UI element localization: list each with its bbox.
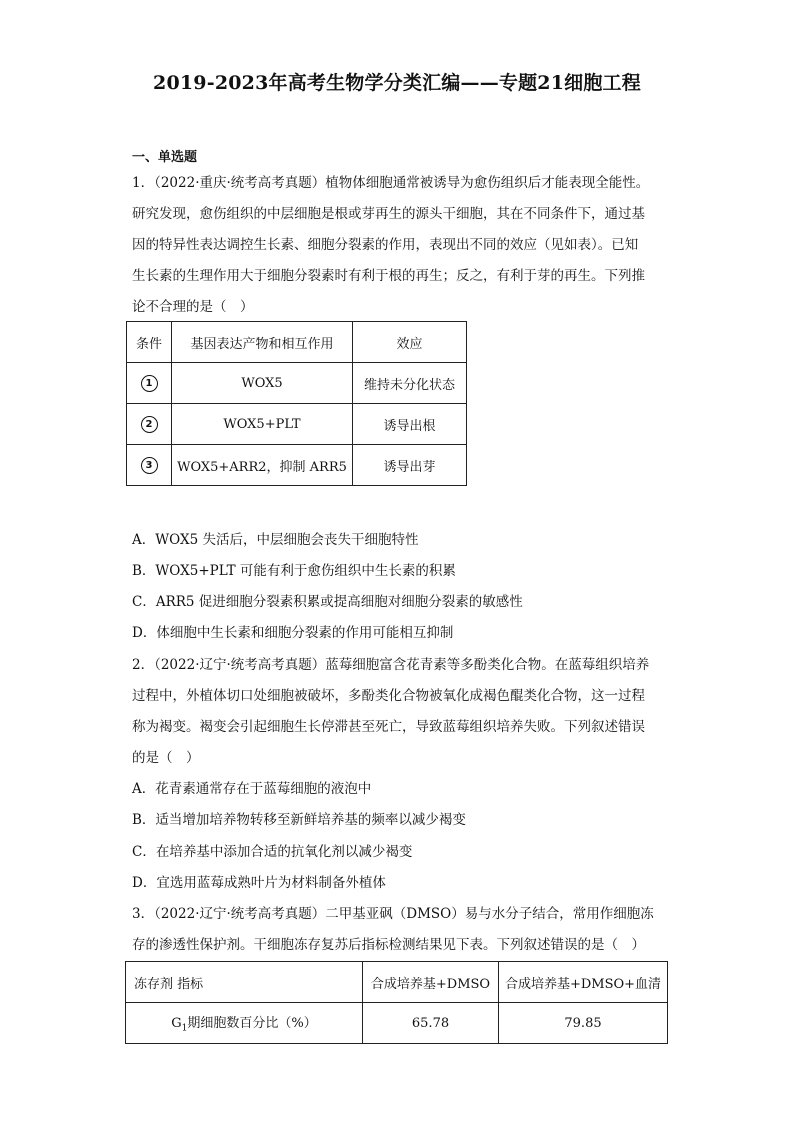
q1-line: 因的特异性表达调控生长素、细胞分裂素的作用，表现出不同的效应（见如表）。已知 [132,237,639,253]
table-header-row [126,962,668,1003]
table-row [126,1003,668,1044]
q1-line: 生长素的生理作用大于细胞分裂素时有利于根的再生；反之，有利于芽的再生。下列推 [132,268,645,284]
q1-option-c: C．ARR5 促进细胞分裂素积累或提高细胞对细胞分裂素的敏感性 [132,594,523,610]
table-header-cell: 冻存剂 指标 [126,962,363,1003]
table-header-cell: 合成培养基+DMSO [363,962,499,1003]
table-cell: WOX5+PLT [172,404,353,445]
q1-option-a: A．WOX5 失活后，中层细胞会丧失干细胞特性 [132,532,419,548]
table-header-cell: 合成培养基+DMSO+血清 [499,962,668,1003]
circled-number: 3 [141,457,158,474]
table-row [127,404,467,445]
table-header-cell: 条件 [127,322,172,363]
table-cell: 诱导出芽 [353,445,467,486]
q3-line: 存的渗透性保护剂。干细胞冻存复苏后指标检测结果见下表。下列叙述错误的是（ ） [132,937,645,953]
q2-line: 的是（ ） [132,750,200,766]
table-header-row [127,322,467,363]
q2-option-c: C．在培养基中添加合适的抗氧化剂以减少褐变 [132,844,413,860]
table-cell: 65.78 [363,1003,499,1044]
q2-option-d: D．宜选用蓝莓成熟叶片为材料制备外植体 [132,875,386,891]
q3-table [125,961,668,1044]
table-row [127,363,467,404]
table-cell: WOX5 [172,363,353,404]
q1-line: 研究发现，愈伤组织的中层细胞是根或芽再生的源头干细胞，其在不同条件下，通过基 [132,206,645,222]
q2-line: 2．（2022·辽宁·统考高考真题）蓝莓细胞富含花青素等多酚类化合物。在蓝莓组织培养 [132,657,650,673]
q1-option-b: B．WOX5+PLT 可能有利于愈伤组织中生长素的积累 [132,563,456,579]
circled-number: 2 [141,416,158,433]
table-cell: 79.85 [499,1003,668,1044]
q1-line: 1．（2022·重庆·统考高考真题）植物体细胞通常被诱导为愈伤组织后才能表现全能性。 [132,175,650,191]
q2-line: 过程中，外植体切口处细胞被破坏，多酚类化合物被氧化成褐色醌类化合物，这一过程 [132,688,645,704]
table-cell [127,363,172,404]
table-row [127,445,467,486]
row-label-main: G [171,1016,182,1032]
table-cell: 诱导出根 [353,404,467,445]
row-label-subscript: 1 [181,1023,188,1034]
section-heading: 一、单选题 [132,150,198,165]
q2-option-a: A．花青素通常存在于蓝莓细胞的液泡中 [132,781,372,797]
q1-option-d: D．体细胞中生长素和细胞分裂素的作用可能相互抑制 [132,625,454,641]
table-cell [127,404,172,445]
table-header-cell: 效应 [353,322,467,363]
circled-number: 1 [141,375,158,392]
table-cell: WOX5+ARR2，抑制 ARR5 [172,445,353,486]
table-cell [127,445,172,486]
q3-line: 3．（2022·辽宁·统考高考真题）二甲基亚砜（DMSO）易与水分子结合，常用作细胞冻 [132,906,654,922]
table-cell [126,1003,363,1044]
q2-line: 称为褐变。褐变会引起细胞生长停滞甚至死亡，导致蓝莓组织培养失败。下列叙述错误 [132,719,645,735]
table-cell: 维持未分化状态 [353,363,467,404]
q2-option-b: B．适当增加培养物转移至新鲜培养基的频率以减少褐变 [132,812,466,828]
row-label-rest: 期细胞数百分比（%） [187,1016,317,1032]
q1-line: 论不合理的是（ ） [132,299,254,315]
q1-table [126,321,467,486]
page-title: 2019-2023年高考生物学分类汇编——专题21细胞工程 [153,72,641,94]
table-header-cell: 基因表达产物和相互作用 [172,322,353,363]
